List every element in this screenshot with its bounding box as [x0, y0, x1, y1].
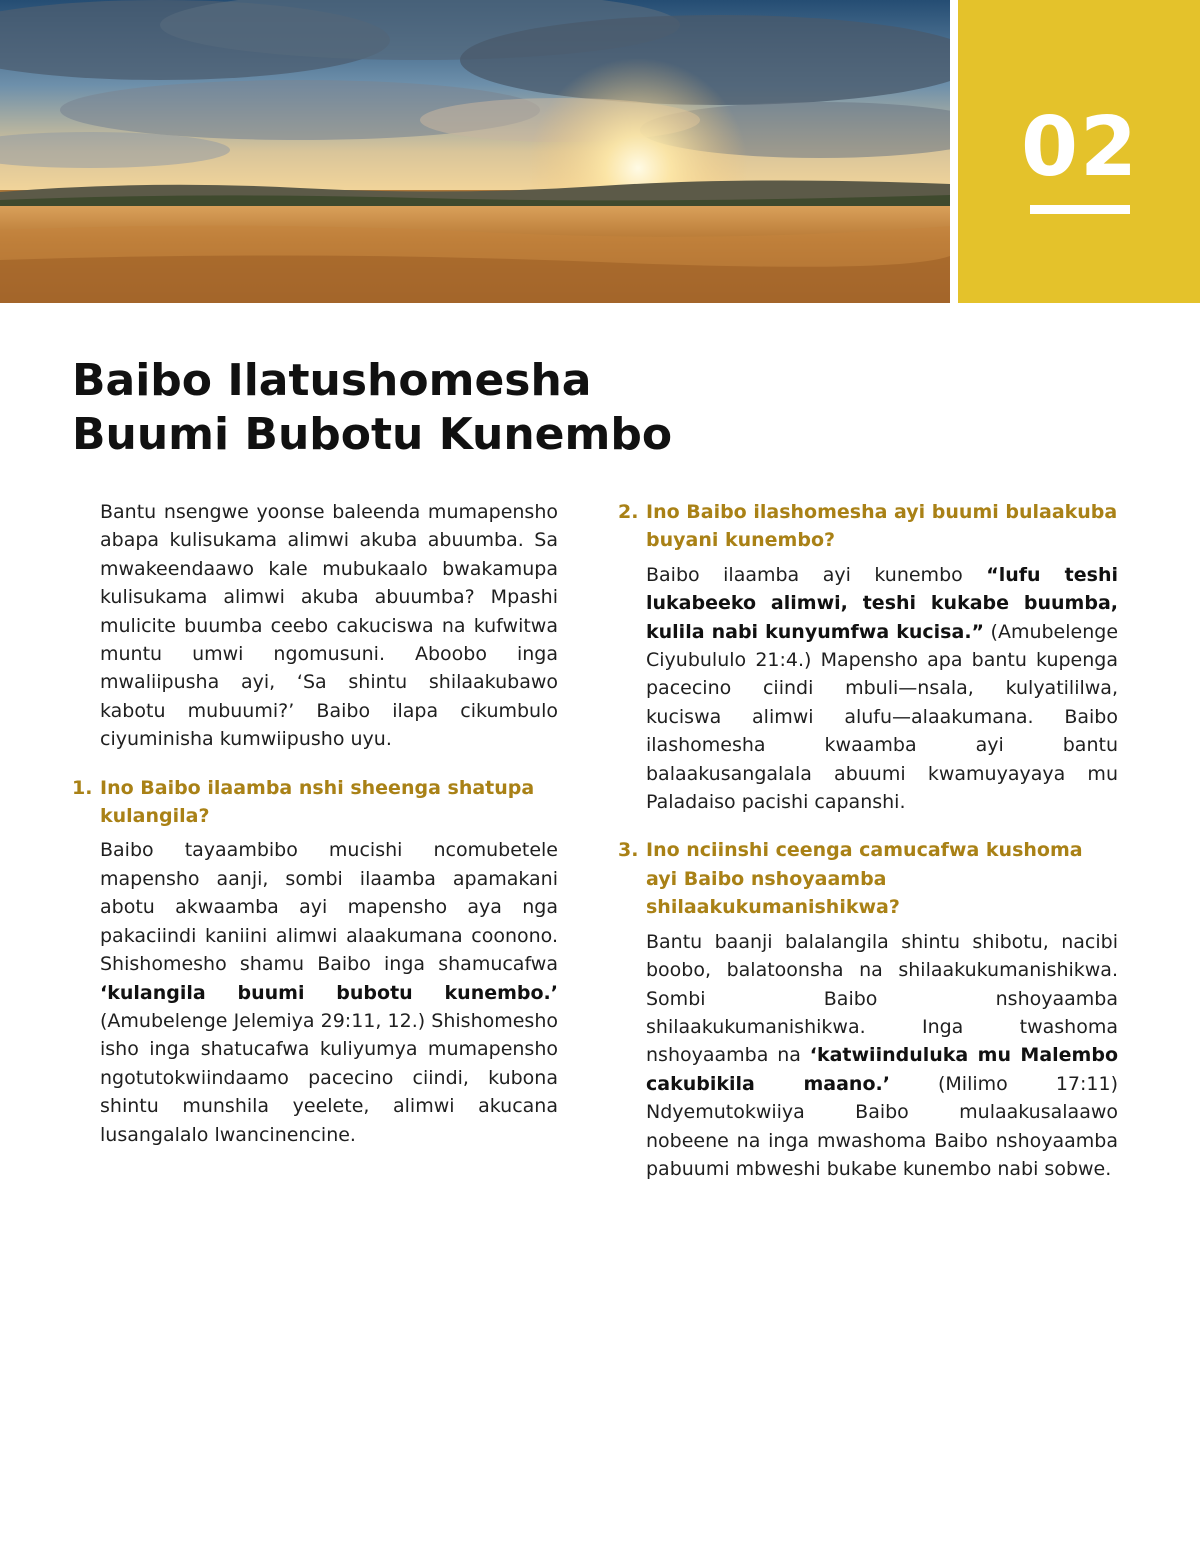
chapter-underline	[1030, 205, 1130, 214]
answer-3-paragraph	[618, 928, 1118, 1184]
chapter-badge	[958, 0, 1200, 303]
title-line-1: Baibo Ilatushomesha	[72, 355, 592, 406]
answer-text: (Amubelenge Jelemiya 29:11, 12.) Shishomesho isho inga shatucafwa kuliyumya mumapensho ngotutokwiindaamo pacecino ciindi, kubona shintu munshila yeelete, alimwi akucana lusangalalo lwancinencine.	[100, 1009, 558, 1146]
answer-text: Baibo ilaamba ayi kunembo	[646, 563, 987, 586]
question-number: 3.	[618, 839, 639, 862]
landscape-illustration	[0, 0, 950, 303]
question-text: Ino Baibo ilashomesha ayi buumi bulaakuba buyani kunembo?	[646, 501, 1118, 552]
question-3	[618, 836, 1118, 921]
question-1	[72, 774, 558, 831]
chapter-number: 02	[1020, 100, 1140, 195]
answer-1-paragraph	[72, 836, 558, 1148]
answer-emphasis: “lufu teshi lukabeeko alimwi, teshi kukabe buumba, kulila nabi kunyumfwa kucisa.”	[646, 563, 1118, 643]
answer-text: Baibo tayaambibo mucishi ncomubetele mapensho aanji, sombi ilaamba apamakani abotu akwaamba ayi mapensho aya nga pakaciindi kaniini alimwi alaakumana coonono. Shishomesho shamu Baibo inga shamucafwa	[100, 839, 558, 976]
left-column	[72, 498, 558, 1149]
question-number: 1.	[72, 776, 93, 799]
intro-paragraph: Bantu nsengwe yoonse baleenda mumapensho abapa kulisukama alimwi akuba abuumba. Sa mwakeendaawo kale mubukaalo bwakamupa kulisukama alimwi akuba abuumba? Mpashi mulicite buumba ceebo cakuciswa na kufwitwa muntu umwi ngomusuni. Aboobo inga mwaliipusha ayi, ‘Sa shintu shilaakubawo kabotu mubuumi?’ Baibo ilapa cikumbulo ciyuminisha kumwiipusho uyu.	[100, 501, 558, 751]
answer-text: Bantu baanji balalangila shintu shibotu, nacibi boobo, balatoonsha na shilaakukumanishikwa. Sombi Baibo nshoyaamba shilaakukumanishikwa. Inga twashoma nshoyaamba na	[646, 930, 1118, 1067]
answer-2-paragraph	[618, 561, 1118, 817]
answer-text: (Amubelenge Ciyubululo 21:4.) Mapensho apa bantu kupenga pacecino ciindi mbuli—nsala, kulyatililwa, kuciswa alimwi alufu—alaakumana. Baibo ilashomesha kwaamba ayi bantu balaakusangalala abuumi kwamuyayaya mu Paladaiso pacishi capanshi.	[646, 620, 1119, 814]
question-text: Ino Baibo ilaamba nshi sheenga shatupa kulangila?	[100, 776, 535, 828]
answer-emphasis: ‘katwiinduluka mu Malembo cakubikila maano.’	[646, 1044, 1118, 1095]
question-text: Ino nciinshi ceenga camucafwa kushoma ayi Baibo nshoyaamba shilaakukumanishikwa?	[646, 839, 1083, 919]
question-number: 2.	[618, 501, 639, 523]
answer-emphasis: ‘kulangila buumi bubotu kunembo.’	[100, 981, 558, 1004]
header-photo-wheat-field-sunset	[0, 0, 950, 303]
question-2	[618, 498, 1118, 555]
page-title	[72, 354, 832, 462]
right-column	[618, 498, 1118, 1183]
answer-text: (Milimo 17:11) Ndyemutokwiiya Baibo mulaakusalaawo nobeene na inga mwashoma Baibo nshoyaamba pabuumi mbweshi bukabe kunembo nabi sobwe.	[646, 1072, 1118, 1180]
title-line-2: Buumi Bubotu Kunembo	[72, 409, 673, 460]
